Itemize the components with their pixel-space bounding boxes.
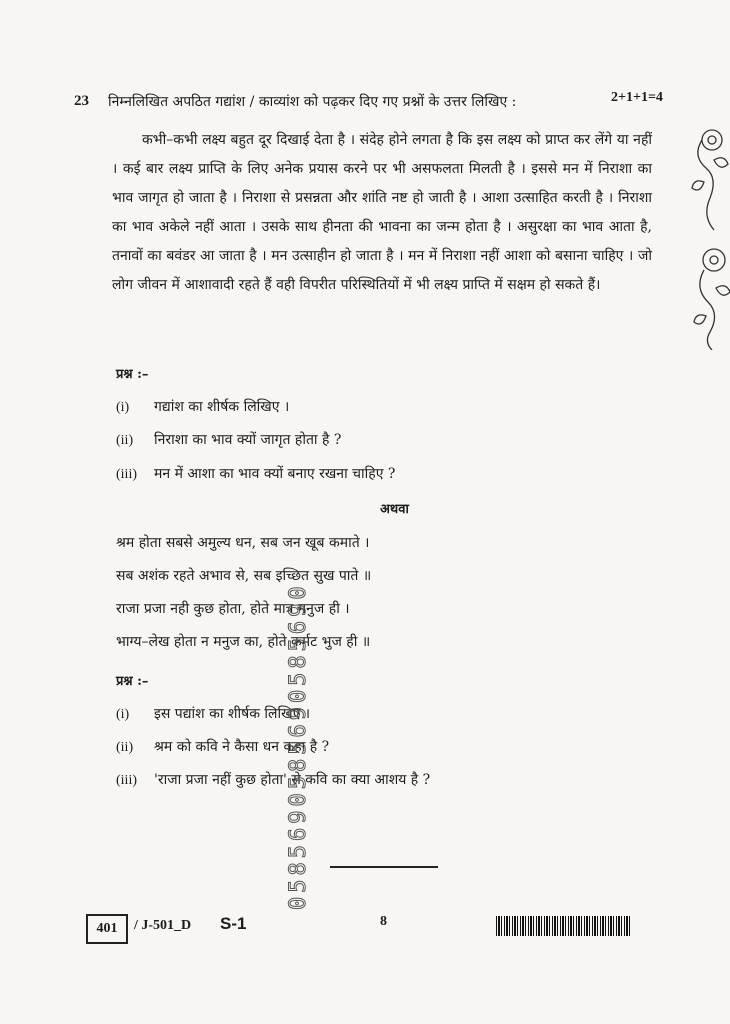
poem-line-2: सब अशंक रहते अभाव से, सब इच्छित सुख पाते ॥ bbox=[116, 568, 372, 584]
poem-question-3 bbox=[116, 770, 430, 789]
serial-watermark: 0585690585690585690 bbox=[286, 582, 311, 910]
page-number: 8 bbox=[380, 914, 387, 929]
footer-box-code: 401 bbox=[86, 914, 128, 944]
question-numeral: (ii) bbox=[116, 740, 134, 755]
poem-line-1: श्रम होता सबसे अमुल्य धन, सब जन खूब कमाते । bbox=[116, 535, 370, 551]
signature-line bbox=[330, 866, 438, 868]
question-text: मन में आशा का भाव क्यों बनाए रखना चाहिए ? bbox=[154, 466, 396, 482]
poem-question-1 bbox=[116, 704, 310, 723]
question-numeral: (iii) bbox=[116, 773, 137, 788]
prose-question-2 bbox=[116, 430, 341, 449]
poem-line-3: राजा प्रजा नही कुछ होता, होते मात्र मनुज ही । bbox=[116, 601, 350, 617]
question-number: 23 bbox=[74, 93, 89, 109]
prose-question-1 bbox=[116, 397, 289, 416]
or-label: अथवा bbox=[380, 502, 409, 517]
question-text: श्रम को कवि ने कैसा धन कहा है ? bbox=[154, 739, 330, 755]
question-numeral: (iii) bbox=[116, 467, 137, 482]
poem-questions-label: प्रश्न :– bbox=[116, 674, 149, 689]
barcode-icon bbox=[496, 916, 630, 936]
footer-series: S-1 bbox=[220, 914, 247, 933]
unseen-passage: कभी–कभी लक्ष्य बहुत दूर दिखाई देता है । संदेह होने लगता है कि इस लक्ष्य को प्राप्त कर लेंगे या नहीं । कई बार लक्ष्य प्राप्ति के लिए अनेक प्रयास करने पर भी असफलता मिलती है । इससे मन में निराशा का भाव जागृत हो जाता है । निराशा से प्रसन्नता और शांति नष्ट हो जाती है । आशा उत्साहित करती है । निराशा का भाव अकेले नहीं आता । उसके साथ हीनता की भावना का जन्म होता है । असुरक्षा का भाव आता है, तनावों का बवंडर आ जाता है । मन उत्साहीन हो जाता है । मन में निराशा नहीं आशा को बसाना चाहिए । जो लोग जीवन में आशावादी रहते हैं वही विपरीत परिस्थितियों में भी लक्ष्य प्राप्ति में सक्षम हो सकते हैं। bbox=[112, 132, 652, 293]
question-numeral: (i) bbox=[116, 707, 130, 722]
question-text: गद्यांश का शीर्षक लिखिए । bbox=[154, 399, 290, 415]
question-numeral: (i) bbox=[116, 400, 130, 415]
footer-paper-code: / J-501_D bbox=[134, 918, 192, 933]
prose-questions-label: प्रश्न :– bbox=[116, 367, 149, 382]
question-text: इस पद्यांश का शीर्षक लिखिए । bbox=[154, 706, 311, 722]
question-instruction: निम्नलिखित अपठित गद्यांश / काव्यांश को पढ़कर दिए गए प्रश्नों के उत्तर लिखिए : bbox=[108, 94, 517, 110]
question-text: 'राजा प्रजा नहीं कुछ होता' से कवि का क्या आशय है ? bbox=[154, 772, 431, 788]
floral-border-icon bbox=[688, 120, 730, 350]
question-numeral: (ii) bbox=[116, 433, 134, 448]
prose-question-3 bbox=[116, 464, 395, 483]
question-text: निराशा का भाव क्यों जागृत होता है ? bbox=[154, 432, 342, 448]
poem-line-4: भाग्य–लेख होता न मनुज का, होते कर्मट भुज ही ॥ bbox=[116, 634, 371, 650]
question-marks: 2+1+1=4 bbox=[611, 90, 663, 105]
